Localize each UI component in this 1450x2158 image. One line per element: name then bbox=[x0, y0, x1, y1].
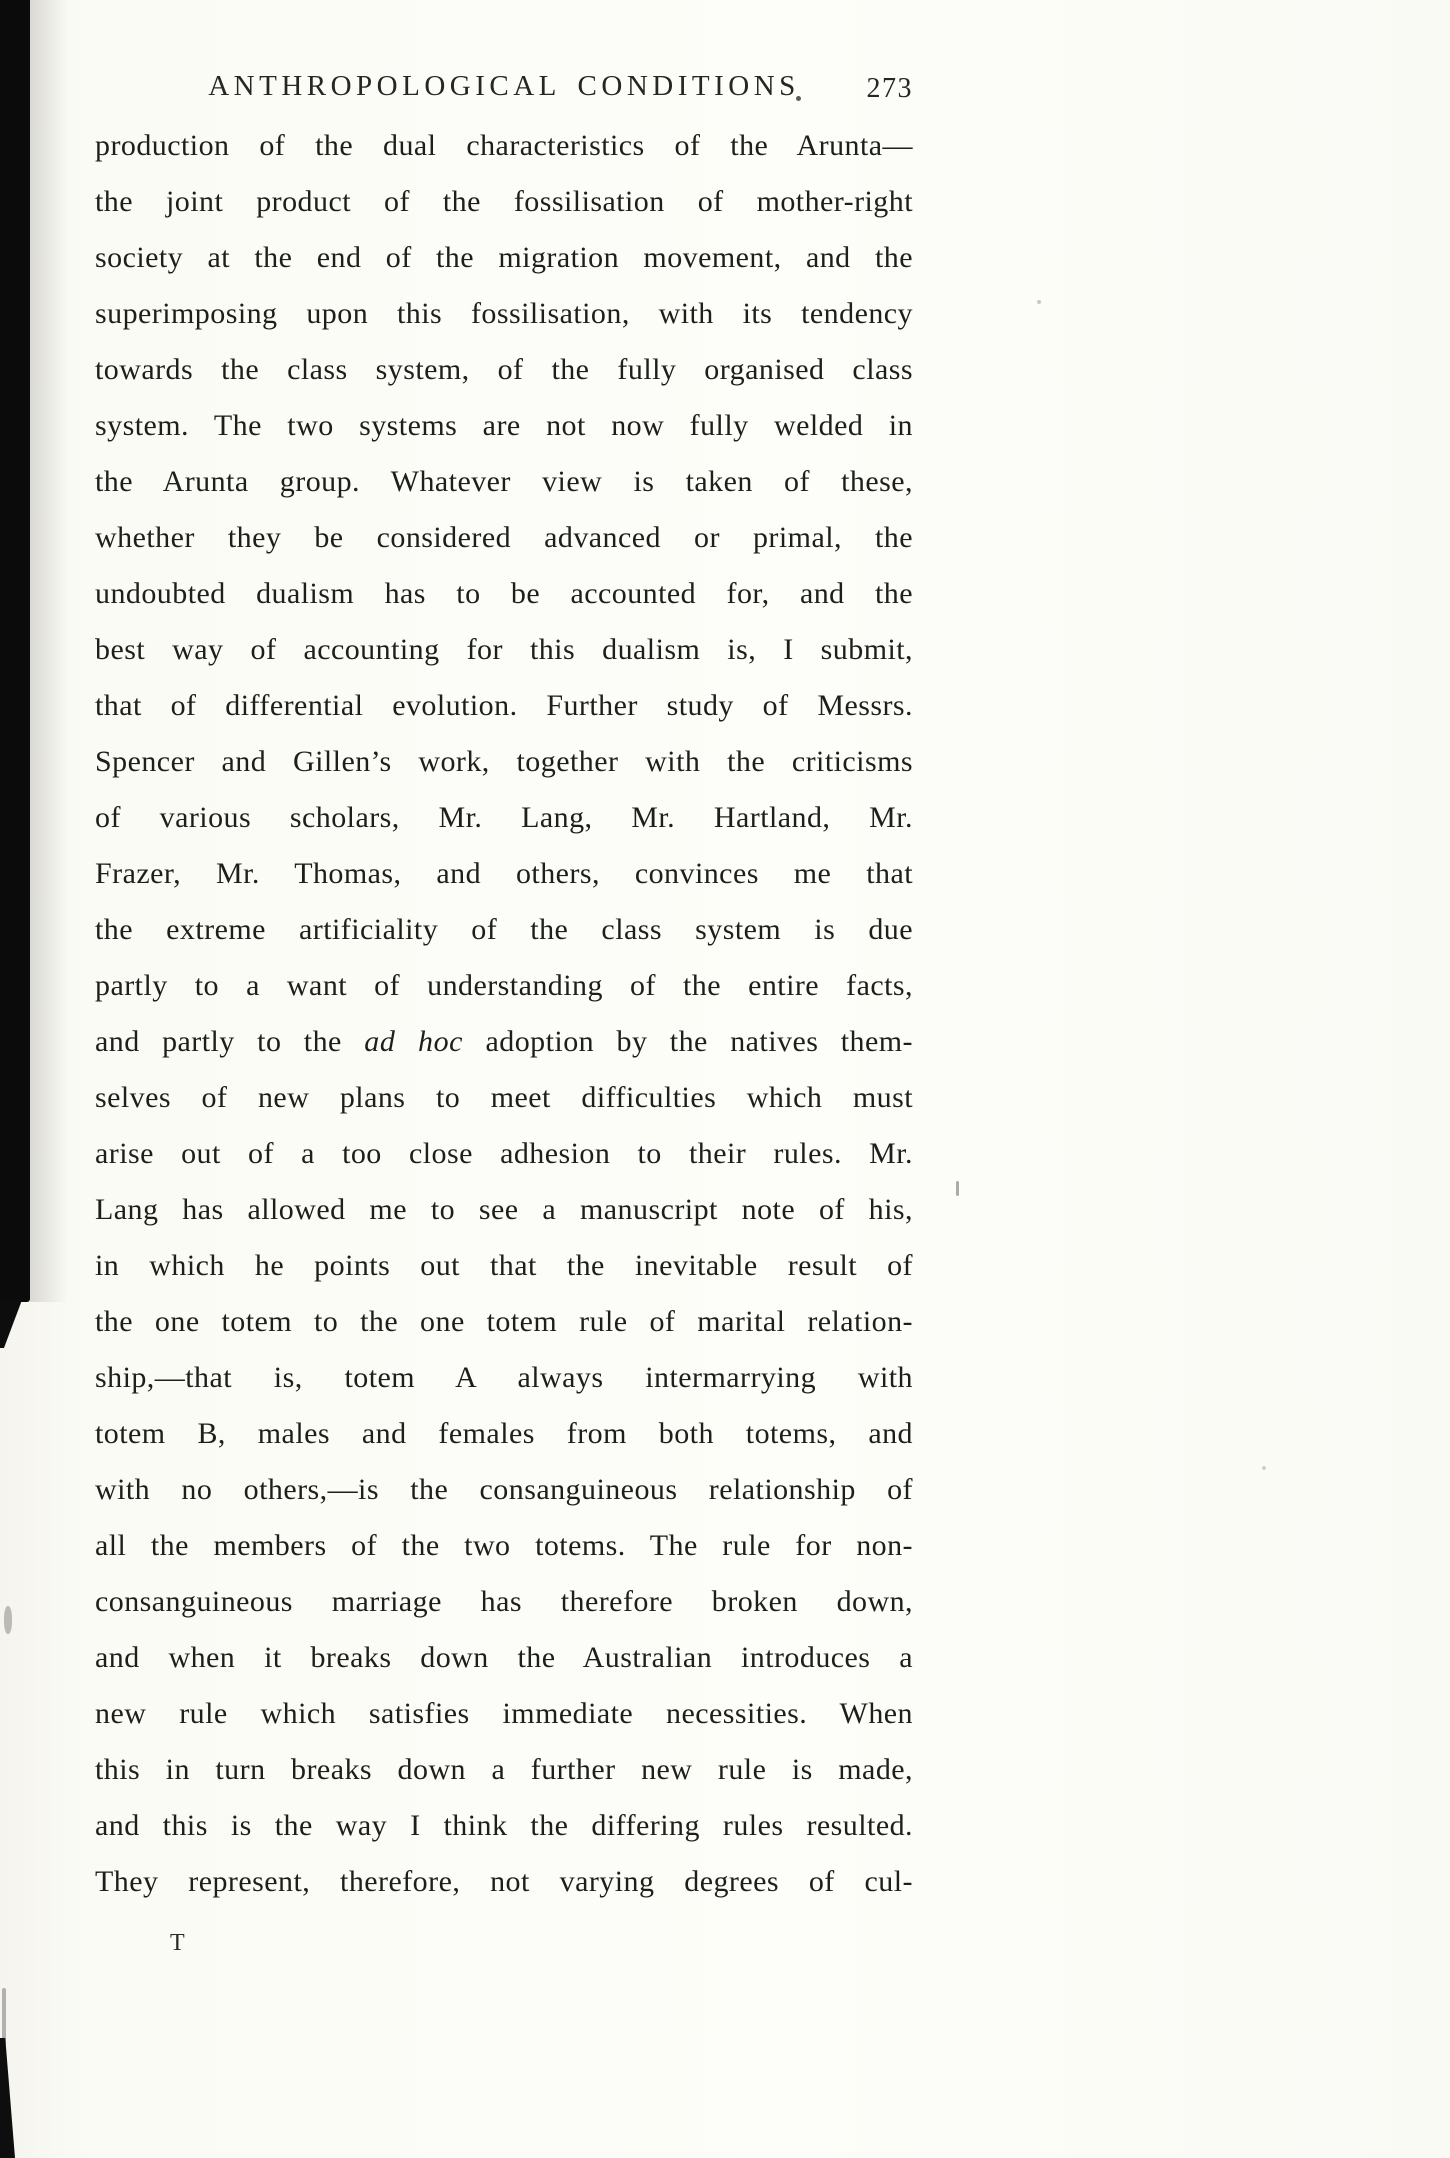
text-line: undoubted dualism has to be accounted for, and the bbox=[95, 577, 913, 610]
signature-mark: T bbox=[170, 1930, 186, 1956]
text-line: partly to a want of understanding of the entire facts, bbox=[95, 969, 913, 1002]
text-line: the extreme artificiality of the class system is due bbox=[95, 913, 913, 946]
text-line: ship,—that is, totem A always intermarrying with bbox=[95, 1361, 913, 1394]
page-number: 273 bbox=[866, 73, 913, 104]
text-line: the one totem to the one totem rule of marital relation- bbox=[95, 1305, 913, 1338]
text-line: new rule which satisfies immediate necessities. When bbox=[95, 1697, 913, 1730]
scan-smudge bbox=[4, 1606, 12, 1634]
text-line: that of differential evolution. Further study of Messrs. bbox=[95, 689, 913, 722]
text-line: superimposing upon this fossilisation, with its tendency bbox=[95, 297, 913, 330]
text-line: society at the end of the migration movement, and the bbox=[95, 241, 913, 274]
text-line: and partly to the ad hoc adoption by the natives them- bbox=[95, 1025, 913, 1058]
text-line: towards the class system, of the fully organised class bbox=[95, 353, 913, 386]
scan-speck bbox=[1262, 1466, 1266, 1470]
text-line: the Arunta group. Whatever view is taken of these, bbox=[95, 465, 913, 498]
text-line: in which he points out that the inevitable result of bbox=[95, 1249, 913, 1282]
text-line: Lang has allowed me to see a manuscript note of his, bbox=[95, 1193, 913, 1226]
binding-bar bbox=[0, 0, 30, 1302]
text-line: Frazer, Mr. Thomas, and others, convinces me that bbox=[95, 857, 913, 890]
text-line: selves of new plans to meet difficulties which must bbox=[95, 1081, 913, 1114]
text-line: of various scholars, Mr. Lang, Mr. Hartland, Mr. bbox=[95, 801, 913, 834]
text-line: and this is the way I think the differing rules resulted. bbox=[95, 1809, 913, 1842]
text-line: totem B, males and females from both totems, and bbox=[95, 1417, 913, 1450]
text-line: this in turn breaks down a further new rule is made, bbox=[95, 1753, 913, 1786]
page-header bbox=[95, 70, 913, 112]
text-line: all the members of the two totems. The rule for non- bbox=[95, 1529, 913, 1562]
running-title: ANTHROPOLOGICAL CONDITIONS bbox=[208, 70, 800, 102]
text-line: They represent, therefore, not varying degrees of cul- bbox=[95, 1865, 913, 1898]
scan-speck bbox=[956, 1181, 959, 1196]
text-line: Spencer and Gillen’s work, together with the criticisms bbox=[95, 745, 913, 778]
binding-bottom-streak bbox=[0, 2038, 15, 2158]
binding-bar-tip bbox=[0, 1300, 22, 1348]
binding-faint-line bbox=[2, 1988, 6, 2046]
text-line: arise out of a too close adhesion to their rules. Mr. bbox=[95, 1137, 913, 1170]
body-text bbox=[95, 118, 913, 1910]
text-line: and when it breaks down the Australian introduces a bbox=[95, 1641, 913, 1674]
text-line: with no others,—is the consanguineous relationship of bbox=[95, 1473, 913, 1506]
binding-shadow bbox=[30, 0, 68, 1302]
text-line: system. The two systems are not now fully welded in bbox=[95, 409, 913, 442]
text-line: whether they be considered advanced or primal, the bbox=[95, 521, 913, 554]
text-line: consanguineous marriage has therefore broken down, bbox=[95, 1585, 913, 1618]
scan-speck bbox=[1037, 300, 1041, 304]
text-line: production of the dual characteristics of the Arunta— bbox=[95, 129, 913, 162]
text-line: the joint product of the fossilisation of mother-right bbox=[95, 185, 913, 218]
text-line: best way of accounting for this dualism is, I submit, bbox=[95, 633, 913, 666]
